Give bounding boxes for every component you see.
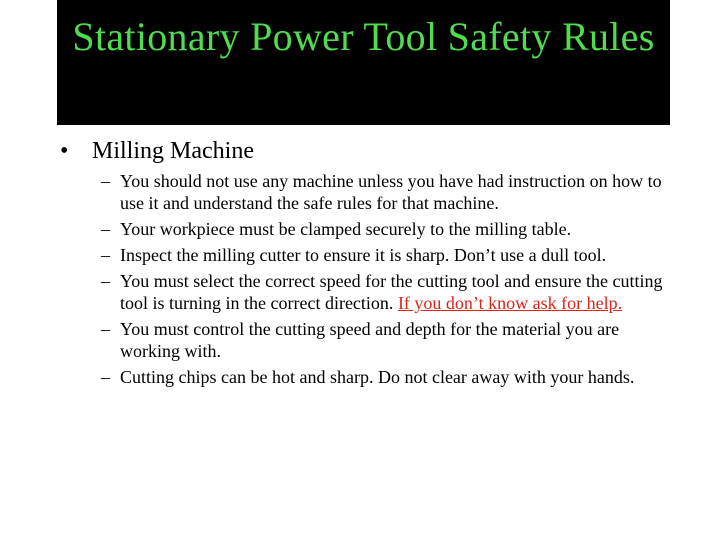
dash-icon: – [101,367,110,387]
safety-rule-text: You must select the correct speed for the cutting tool and ensure the cutting tool is turning in the correct direction. [120,271,663,313]
safety-rule-list [58,170,678,388]
safety-rule-item [58,270,678,314]
safety-rule-text-with-link [120,270,678,314]
dash-icon: – [101,245,110,265]
safety-rule-text: Your workpiece must be clamped securely to the milling table. [120,219,572,239]
safety-rule-item [58,366,678,388]
bullet-label: Milling Machine [92,138,254,164]
safety-rule-text: Inspect the milling cutter to ensure it is sharp. Don’t use a dull tool. [120,245,607,265]
safety-rule-item [58,218,678,240]
dash-icon: – [101,171,110,191]
safety-rule-item [58,244,678,266]
slide-content [58,136,678,392]
safety-rule-text: You should not use any machine unless you have had instruction on how to use it and understand the safe rules for that machine. [120,171,662,213]
title-band [57,0,670,125]
safety-rule-text: You must control the cutting speed and depth for the material you are working with. [120,319,620,361]
dash-icon: – [101,271,110,291]
safety-rule-text: Cutting chips can be hot and sharp. Do not clear away with your hands. [120,367,635,387]
dash-icon: – [101,219,110,239]
bullet-dot-icon: • [60,138,69,164]
safety-rule-item [58,318,678,362]
safety-rule-item [58,170,678,214]
dash-icon: – [101,319,110,339]
slide-title: Stationary Power Tool Safety Rules [72,14,655,59]
bullet-milling-machine [58,136,678,166]
ask-for-help-link[interactable]: If you don’t know ask for help. [397,293,623,313]
